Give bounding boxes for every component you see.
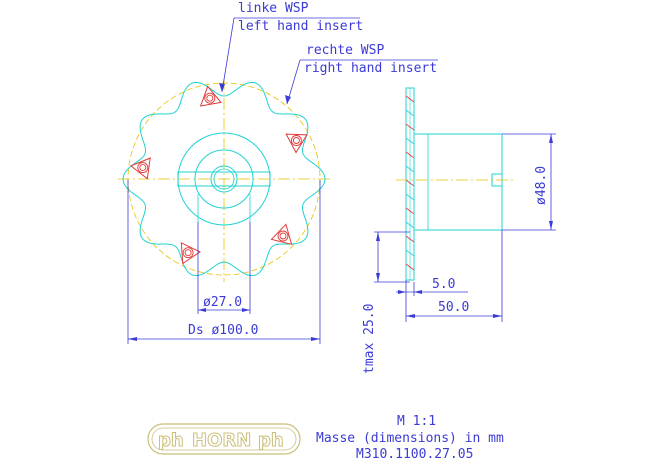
insert: [131, 158, 150, 179]
horn-logo: [148, 424, 300, 454]
insert: [272, 224, 292, 244]
units-label: Masse (dimensions) in mm: [316, 431, 504, 446]
inserts-group: [131, 86, 307, 263]
shaft: [414, 134, 502, 230]
right-insert-label-en: right hand insert: [304, 61, 438, 76]
insert-hole: [207, 95, 213, 101]
logo-text: HORN: [192, 430, 252, 451]
insert-hole: [185, 250, 191, 256]
insert: [181, 243, 200, 264]
cutter-dimension-label: Ds ø100.0: [188, 323, 259, 338]
bore-dimension-label: ø27.0: [203, 295, 243, 310]
logo-suffix: ph: [258, 430, 284, 451]
front-view: [118, 78, 330, 282]
side-dim-arrows: [376, 134, 553, 318]
right-insert-label-de: rechte WSP: [306, 43, 385, 58]
insert-hole: [138, 163, 148, 173]
scale-label: M 1:1: [397, 414, 437, 429]
insert-hole: [205, 93, 215, 103]
shaft-dimension-label: ø48.0: [534, 165, 549, 205]
width-dimension-label: 5.0: [432, 277, 456, 292]
side-view: [396, 88, 515, 280]
insert-hole: [140, 165, 146, 171]
insert-hole: [280, 233, 286, 239]
side-dimensions: [374, 134, 556, 322]
left-insert-label-de: linke WSP: [238, 1, 309, 16]
insert-body: [272, 224, 292, 244]
insert-hole: [291, 136, 301, 146]
logo-prefix: ph: [158, 430, 184, 451]
length-dimension-label: 50.0: [438, 300, 470, 315]
insert-hole: [293, 138, 299, 144]
part-number: M310.1100.27.05: [356, 447, 474, 460]
depth-dimension-label: tmax 25.0: [362, 303, 377, 374]
callout-arrowheads: [219, 83, 291, 104]
left-insert-label-en: left hand insert: [238, 19, 364, 34]
insert-hole: [278, 231, 288, 241]
insert-hole: [183, 248, 193, 258]
